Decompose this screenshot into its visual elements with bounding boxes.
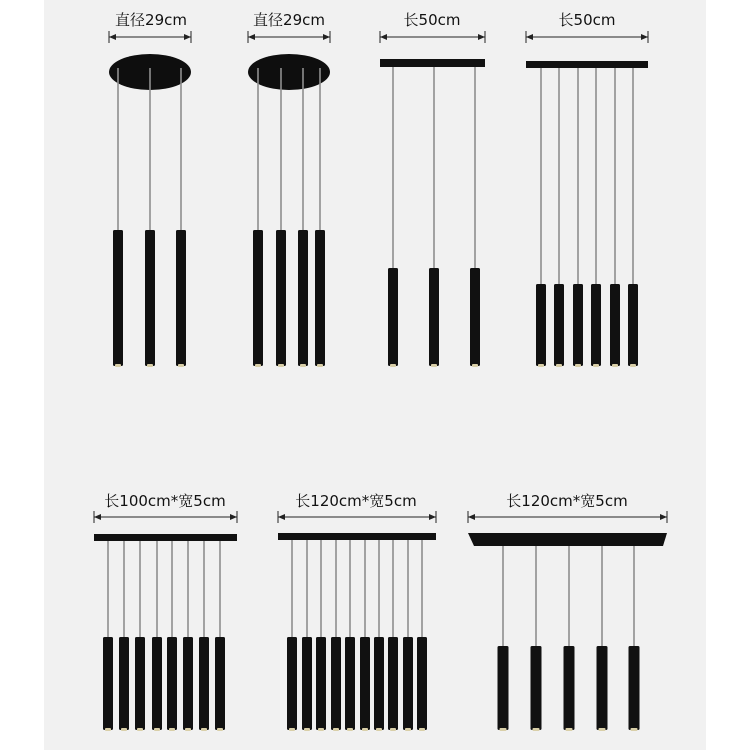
round-4-lamp-1-tube (276, 230, 286, 366)
plate-5-lamp-2-light (566, 728, 573, 731)
bar-8-canopy (94, 534, 237, 541)
bar-8-lamp-1-light (121, 728, 127, 731)
bar-10-lamp-7-light (390, 728, 396, 731)
bar-3-lamp-2-tube (470, 268, 480, 366)
plate-5-lamp-0-tube (498, 646, 509, 730)
round-3-lamp-2-tube (176, 230, 186, 366)
bar-10-lamp-3-light (333, 728, 339, 731)
bar-6-lamp-0-tube (536, 284, 546, 366)
bar-10-lamp-9-tube (417, 637, 427, 730)
plate-5-lamp-3-light (599, 728, 606, 731)
bar-3-lamp-2-light (472, 364, 478, 367)
bar-8-lamp-0-light (105, 728, 111, 731)
round-3-lamp-1-tube (145, 230, 155, 366)
plate-5-lamp-4-light (631, 728, 638, 731)
bar-3-lamp-0-tube (388, 268, 398, 366)
round-3-lamp-2-light (178, 364, 184, 367)
round-3-lamp-0-light (115, 364, 121, 367)
bar-6-arrow-right (641, 34, 648, 40)
round-4-canopy (248, 54, 330, 90)
bar-8-lamp-0-tube (103, 637, 113, 730)
bar-10-canopy (278, 533, 436, 540)
bar-8-lamp-2-tube (135, 637, 145, 730)
plate-5-lamp-4-tube (629, 646, 640, 730)
round-4-lamp-1-light (278, 364, 284, 367)
dimension-label-plate-5: 长120cm*宽5cm (506, 492, 628, 510)
plate-5-lamp-3-tube (597, 646, 608, 730)
bar-10-arrow-right (429, 514, 436, 520)
bar-8-lamp-6-tube (199, 637, 209, 730)
round-4-lamp-3-light (317, 364, 323, 367)
bar-10-lamp-9-light (419, 728, 425, 731)
plate-5-canopy (468, 533, 667, 546)
plate-5-arrow-left (468, 514, 475, 520)
round-3-arrow-left (109, 34, 116, 40)
bar-6-lamp-4-tube (610, 284, 620, 366)
bar-3-lamp-1-tube (429, 268, 439, 366)
bar-6-lamp-4-light (612, 364, 618, 367)
plate-5-lamp-1-tube (531, 646, 542, 730)
bar-10-lamp-5-light (362, 728, 368, 731)
round-4-arrow-left (248, 34, 255, 40)
bar-6-lamp-3-tube (591, 284, 601, 366)
bar-6-arrow-left (526, 34, 533, 40)
bar-8-lamp-7-light (217, 728, 223, 731)
bar-8-lamp-5-tube (183, 637, 193, 730)
dimension-label-bar-10: 长120cm*宽5cm (295, 492, 417, 510)
bar-8-lamp-4-tube (167, 637, 177, 730)
bar-10-lamp-4-light (347, 728, 353, 731)
bar-8-arrow-left (94, 514, 101, 520)
dimension-label-bar-3: 长50cm (403, 11, 461, 29)
bar-10-lamp-5-tube (360, 637, 370, 730)
bar-6-lamp-1-tube (554, 284, 564, 366)
round-3-lamp-1-light (147, 364, 153, 367)
round-4-lamp-0-tube (253, 230, 263, 366)
bar-8-lamp-7-tube (215, 637, 225, 730)
round-4-arrow-right (323, 34, 330, 40)
plate-5-lamp-2-tube (564, 646, 575, 730)
bar-10-arrow-left (278, 514, 285, 520)
bar-3-canopy (380, 59, 485, 67)
bar-3-arrow-right (478, 34, 485, 40)
bar-8-lamp-1-tube (119, 637, 129, 730)
plate-5-arrow-right (660, 514, 667, 520)
dimension-label-bar-8: 长100cm*宽5cm (104, 492, 226, 510)
dimension-label-round-3: 直径29cm (115, 11, 187, 29)
bar-10-lamp-1-light (304, 728, 310, 731)
bar-10-lamp-7-tube (388, 637, 398, 730)
bar-10-lamp-0-tube (287, 637, 297, 730)
bar-6-canopy (526, 61, 648, 68)
bar-10-lamp-4-tube (345, 637, 355, 730)
bar-10-lamp-3-tube (331, 637, 341, 730)
bar-10-lamp-1-tube (302, 637, 312, 730)
bar-10-lamp-2-tube (316, 637, 326, 730)
bar-10-lamp-0-light (289, 728, 295, 731)
plate-5-lamp-0-light (500, 728, 507, 731)
bar-6-lamp-5-light (630, 364, 636, 367)
bar-6-lamp-3-light (593, 364, 599, 367)
bar-10-lamp-8-light (405, 728, 411, 731)
bar-8-arrow-right (230, 514, 237, 520)
round-3-arrow-right (184, 34, 191, 40)
round-4-lamp-2-tube (298, 230, 308, 366)
bar-6-lamp-2-light (575, 364, 581, 367)
bar-3-lamp-1-light (431, 364, 437, 367)
bar-8-lamp-2-light (137, 728, 143, 731)
round-4-lamp-0-light (255, 364, 261, 367)
bar-8-lamp-5-light (185, 728, 191, 731)
bar-10-lamp-2-light (318, 728, 324, 731)
bar-6-lamp-2-tube (573, 284, 583, 366)
bar-3-lamp-0-light (390, 364, 396, 367)
round-3-lamp-0-tube (113, 230, 123, 366)
bar-10-lamp-8-tube (403, 637, 413, 730)
dimension-label-bar-6: 长50cm (558, 11, 616, 29)
bar-10-lamp-6-tube (374, 637, 384, 730)
bar-3-arrow-left (380, 34, 387, 40)
plate-5-lamp-1-light (533, 728, 540, 731)
bar-8-lamp-4-light (169, 728, 175, 731)
bar-6-lamp-0-light (538, 364, 544, 367)
bar-8-lamp-3-tube (152, 637, 162, 730)
bar-8-lamp-3-light (154, 728, 160, 731)
round-4-lamp-3-tube (315, 230, 325, 366)
round-4-lamp-2-light (300, 364, 306, 367)
bar-6-lamp-1-light (556, 364, 562, 367)
bar-6-lamp-5-tube (628, 284, 638, 366)
bar-10-lamp-6-light (376, 728, 382, 731)
bar-8-lamp-6-light (201, 728, 207, 731)
dimension-label-round-4: 直径29cm (253, 11, 325, 29)
